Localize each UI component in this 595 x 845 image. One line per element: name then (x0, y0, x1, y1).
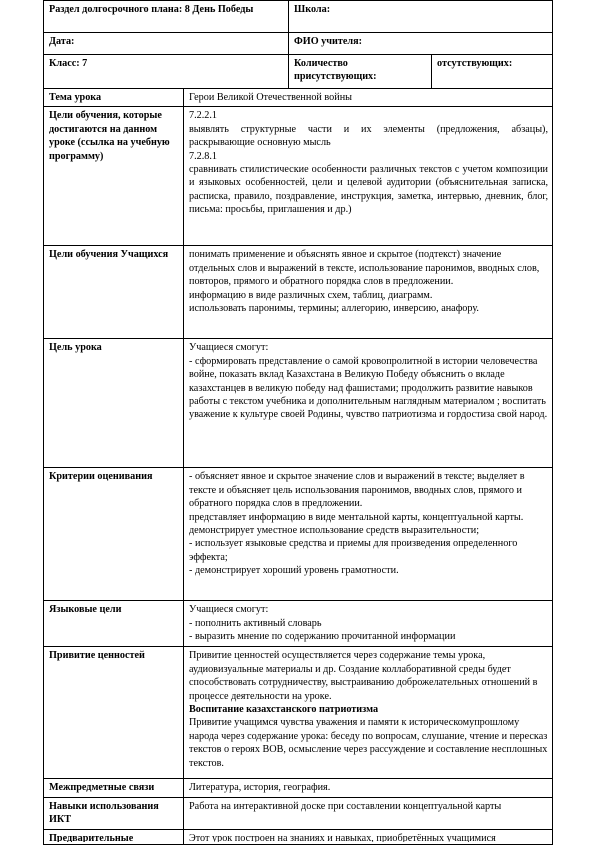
header-row-class (44, 55, 553, 89)
header-row-date (44, 33, 553, 55)
criteria-item-3: демонстрирует уместное использование средств выразительности; (189, 525, 480, 537)
header-row-section (44, 1, 553, 33)
lesson-goal-text: - сформировать представление о самой кровопролитной в истории человечества войне, показать вклад Казахстана в Великую Победу объяснить о вкладе казахстанцев в великую победу над фашистами; продолжить развитие навыков работы с текстом учебника и дополнительным наглядным материалом ; воспитать уважение к культуре своей Родины, чувство патриотизма и гордостиза свой народ. (189, 355, 548, 421)
values-value (184, 647, 553, 779)
program-goal-code-1: 7.2.2.1 (189, 110, 218, 122)
program-goal-text-1: выявлять структурные части и их элементы (предложения, абзацы), раскрывающие основную мысль (189, 123, 549, 149)
lesson-goal-value (184, 339, 553, 468)
values-text-2: Привитие учащимся чувства уважения и памяти к историческомупрошлому народа через содержание урока: беседу по вопросам, слушание, чтение и пересказ текстов о героях ВОВ, осмысление через рассуждение и составление несплошных текстов. (189, 717, 548, 769)
section-cell: Раздел долгосрочного плана: 8 День Победы (44, 1, 289, 33)
ict-value: Работа на интерактивной доске при составлении концептуальной карты (184, 797, 553, 829)
student-goal-3: использовать паронимы, термины; аллегорию, инверсию, анафору. (189, 303, 479, 315)
values-text-1: Привитие ценностей осуществляется через содержание темы урока, аудиовизуальные материалы и др. Создание коллаборативной среды будет способствовать сотрудничеству, выстраиванию доброжелательных отношений в процессе деятельности на уроке. (189, 650, 538, 702)
values-label: Привитие ценностей (44, 647, 184, 779)
student-goal-1: понимать применение и объяснять явное и скрытое (подтекст) значение отдельных слов и выражений в тексте, использование паронимов, вводных слов, повторов, прямого и обратного порядка слов в предложении. (189, 249, 540, 288)
topic-label: Тема урока (44, 89, 184, 107)
school-cell: Школа: (289, 1, 553, 33)
teacher-cell: ФИО учителя: (289, 33, 553, 55)
prior-label (44, 829, 184, 844)
interdisciplinary-label: Межпредметные связи (44, 779, 184, 797)
date-cell: Дата: (44, 33, 289, 55)
program-goal-code-2: 7.2.8.1 (189, 150, 218, 162)
row-student-goals (44, 246, 553, 339)
criteria-item-1: - объясняет явное и скрытое значение слов и выражений в тексте; выделяет в тексте и объясняет цель использования паронимов, вводных слов, прямого и обратного порядка слов в предложении. (189, 471, 525, 510)
class-cell: Класс: 7 (44, 55, 289, 89)
row-values (44, 647, 553, 779)
values-subheading: Воспитание казахстанского патриотизма (189, 704, 379, 716)
student-goals-value (184, 246, 553, 339)
absent-cell: отсутствующих: (432, 55, 553, 89)
program-goal-text-2: сравнивать стилистические особенности различных текстов с учетом композиции и языковых особенностей, цели и целевой аудитории (объяснительная записка, расписка, правило, поздравление, инструкция, заметка, интервью, дневник, блог, письма: просьбы, приглашения и др.) (189, 164, 549, 216)
lesson-plan-sheet (43, 0, 552, 845)
program-goals-value (184, 107, 553, 246)
topic-value: Герои Великой Отечественной войны (184, 89, 553, 107)
prior-label-text: Предварительные (49, 832, 134, 842)
criteria-item-4: - использует языковые средства и приемы для произведения определенного эффекта; (189, 538, 518, 563)
row-criteria (44, 468, 553, 601)
row-interdisciplinary (44, 779, 553, 797)
criteria-label: Критерии оценивания (44, 468, 184, 601)
student-goals-label: Цели обучения Учащихся (44, 246, 184, 339)
row-prior-knowledge (44, 829, 553, 844)
row-topic (44, 89, 553, 107)
language-goal-2: - выразить мнение по содержанию прочитанной информации (189, 631, 456, 643)
criteria-item-5: - демонстрирует хороший уровень грамотности. (189, 565, 399, 577)
row-language-goals (44, 601, 553, 647)
criteria-item-2: представляет информацию в виде ментальной карты, концептуальной карты. (189, 511, 524, 523)
language-goal-intro: Учащиеся смогут: (189, 604, 269, 616)
prior-value (184, 829, 553, 844)
present-cell: Количество присутствующих: (289, 55, 432, 89)
lesson-plan-table (43, 0, 553, 845)
language-goal-1: - пополнить активный словарь (189, 617, 322, 629)
language-goals-value (184, 601, 553, 647)
criteria-value (184, 468, 553, 601)
row-program-goals (44, 107, 553, 246)
row-lesson-goal (44, 339, 553, 468)
ict-label: Навыки использования ИКТ (44, 797, 184, 829)
prior-value-text: Этот урок построен на знаниях и навыках, приобретённых учащимися (189, 832, 496, 842)
program-goals-label: Цели обучения, которые достигаются на данном уроке (ссылка на учебную программу) (44, 107, 184, 246)
language-goals-label: Языковые цели (44, 601, 184, 647)
lesson-goal-label: Цель урока (44, 339, 184, 468)
row-ict (44, 797, 553, 829)
student-goal-2: информацию в виде различных схем, таблиц, диаграмм. (189, 289, 433, 301)
interdisciplinary-value: Литература, история, география. (184, 779, 553, 797)
lesson-goal-intro: Учащиеся смогут: (189, 342, 269, 354)
